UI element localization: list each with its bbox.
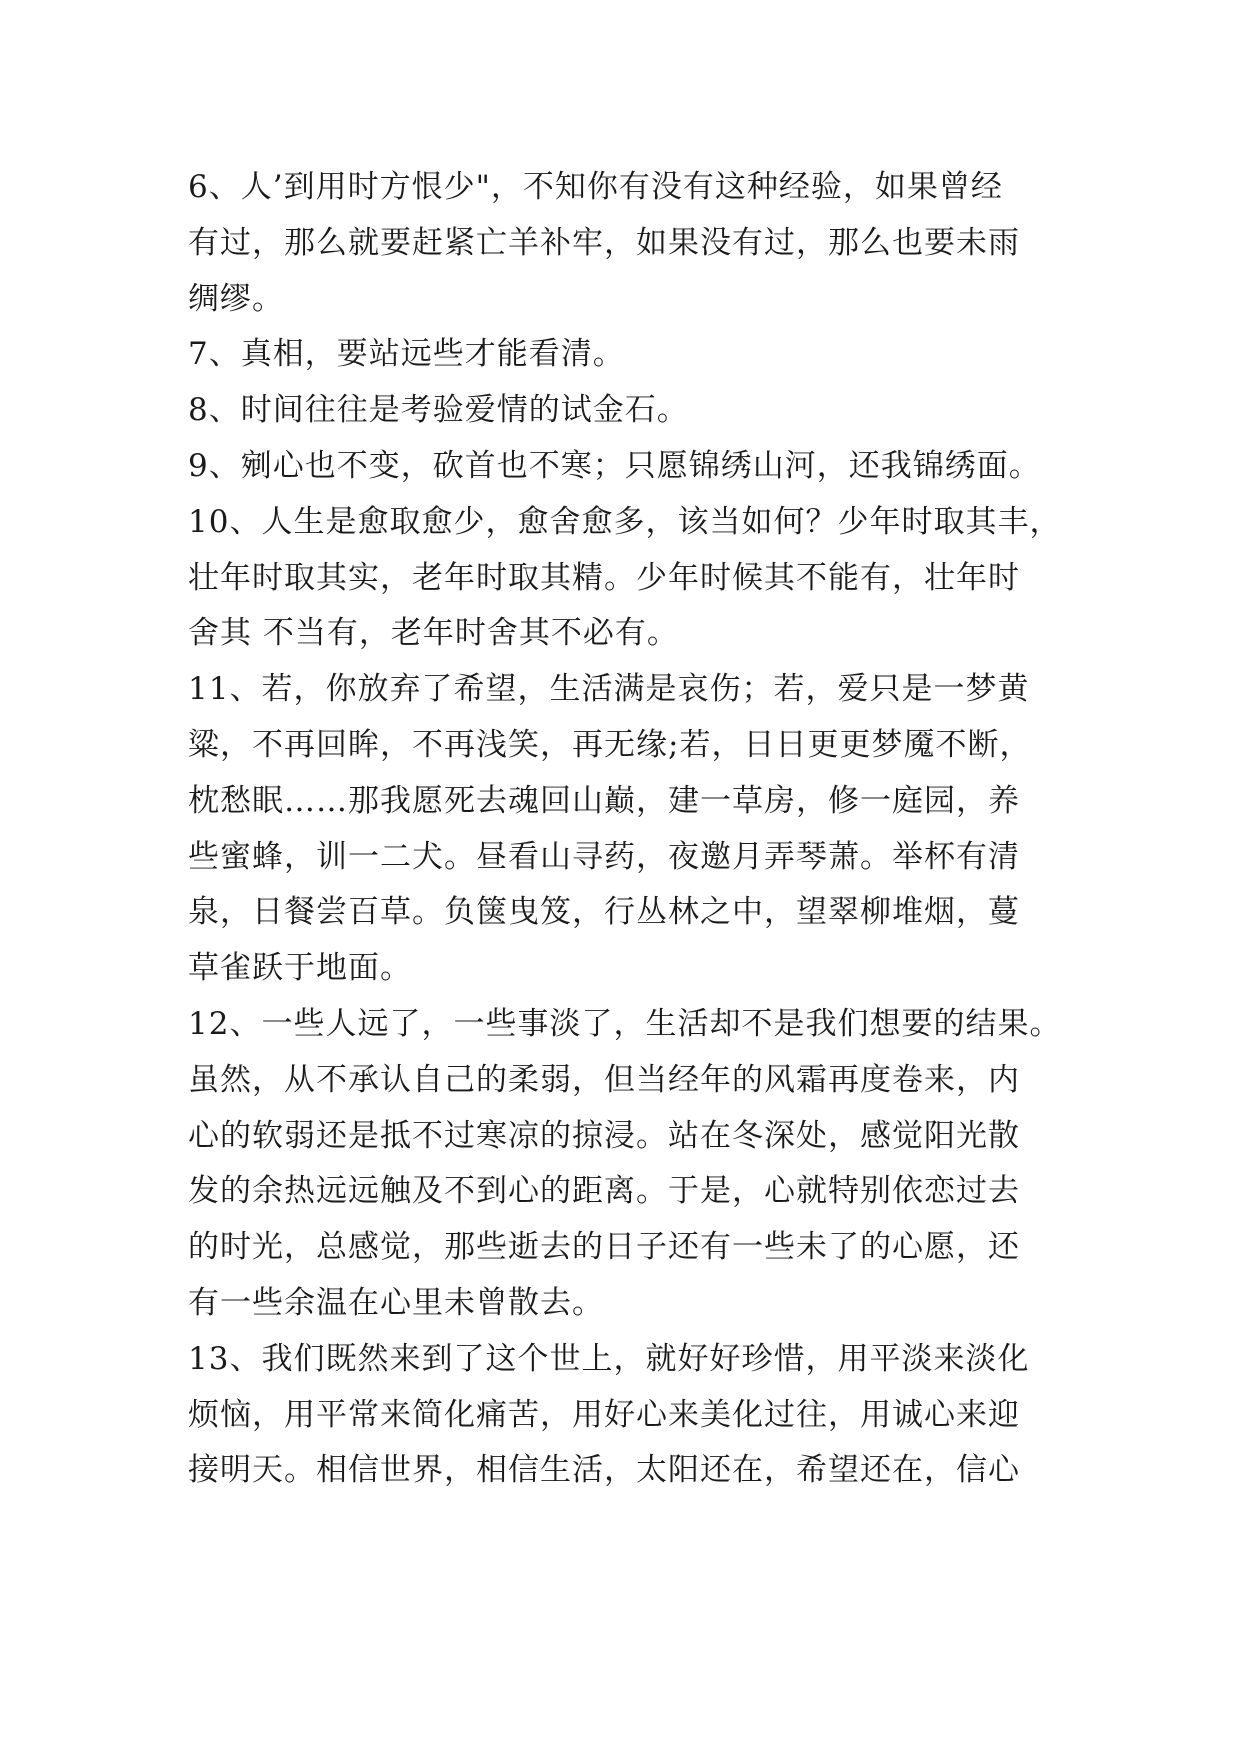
text-line: 10、人生是愈取愈少，愈舍愈多，该当如何？少年时取其丰，: [188, 503, 1062, 540]
text-line: 的时光，总感觉，那些逝去的日子还有一些未了的心愿，还: [188, 1229, 1020, 1266]
text-line: 绸缪。: [188, 280, 284, 317]
text-line: 13、我们既然来到了这个世上，就好好珍惜，用平淡来淡化: [188, 1340, 1030, 1377]
text-line: 些蜜蜂，训一二犬。昼看山寻药，夜邀月弄琴萧。举杯有清: [188, 838, 1020, 875]
document-body: [188, 160, 1068, 1499]
text-line: 烦恼，用平常来简化痛苦，用好心来美化过往，用诚心来迎: [188, 1396, 1020, 1433]
text-line: 12、一些人远了，一些事淡了，生活却不是我们想要的结果。: [188, 1005, 1062, 1042]
text-line: 虽然，从不承认自己的柔弱，但当经年的风霜再度卷来，内: [188, 1061, 1020, 1098]
text-line: 有一些余温在心里未曾散去。: [188, 1284, 604, 1321]
text-line: 接明天。相信世界，相信生活，太阳还在，希望还在，信心: [188, 1452, 1020, 1489]
text-line: 粱，不再回眸，不再浅笑，再无缘;若，日日更更梦魇不断，: [188, 726, 1032, 763]
text-line: 有过，那么就要赶紧亡羊补牢，如果没有过，那么也要未雨: [188, 224, 1020, 261]
text-line: 泉，日餐尝百草。负箧曳笈，行丛林之中，望翠柳堆烟，蔓: [188, 894, 1020, 931]
text-line: 壮年时取其实，老年时取其精。少年时候其不能有，壮年时: [188, 559, 1020, 596]
text-line: 8、时间往往是考验爱情的试金石。: [188, 392, 689, 429]
text-line: 11、若，你放弃了希望，生活满是哀伤；若，爱只是一梦黄: [188, 671, 1030, 708]
text-line: 草雀跃于地面。: [188, 950, 412, 987]
text-line: 舍其 不当有，老年时舍其不必有。: [188, 615, 679, 652]
text-line: 7、真相，要站远些才能看清。: [188, 336, 625, 373]
text-line: 枕愁眠……那我愿死去魂回山巅，建一草房，修一庭园，养: [188, 782, 1020, 819]
text-line: 9、剜心也不变，砍首也不寒；只愿锦绣山河，还我锦绣面。: [188, 447, 1041, 484]
text-line: 心的软弱还是抵不过寒凉的掠浸。站在冬深处，感觉阳光散: [188, 1117, 1020, 1154]
text-line: 6、人’到用时方恨少"，不知你有没有这种经验，如果曾经: [188, 169, 1003, 205]
text-line: 发的余热远远触及不到心的距离。于是，心就特别依恋过去: [188, 1173, 1020, 1210]
